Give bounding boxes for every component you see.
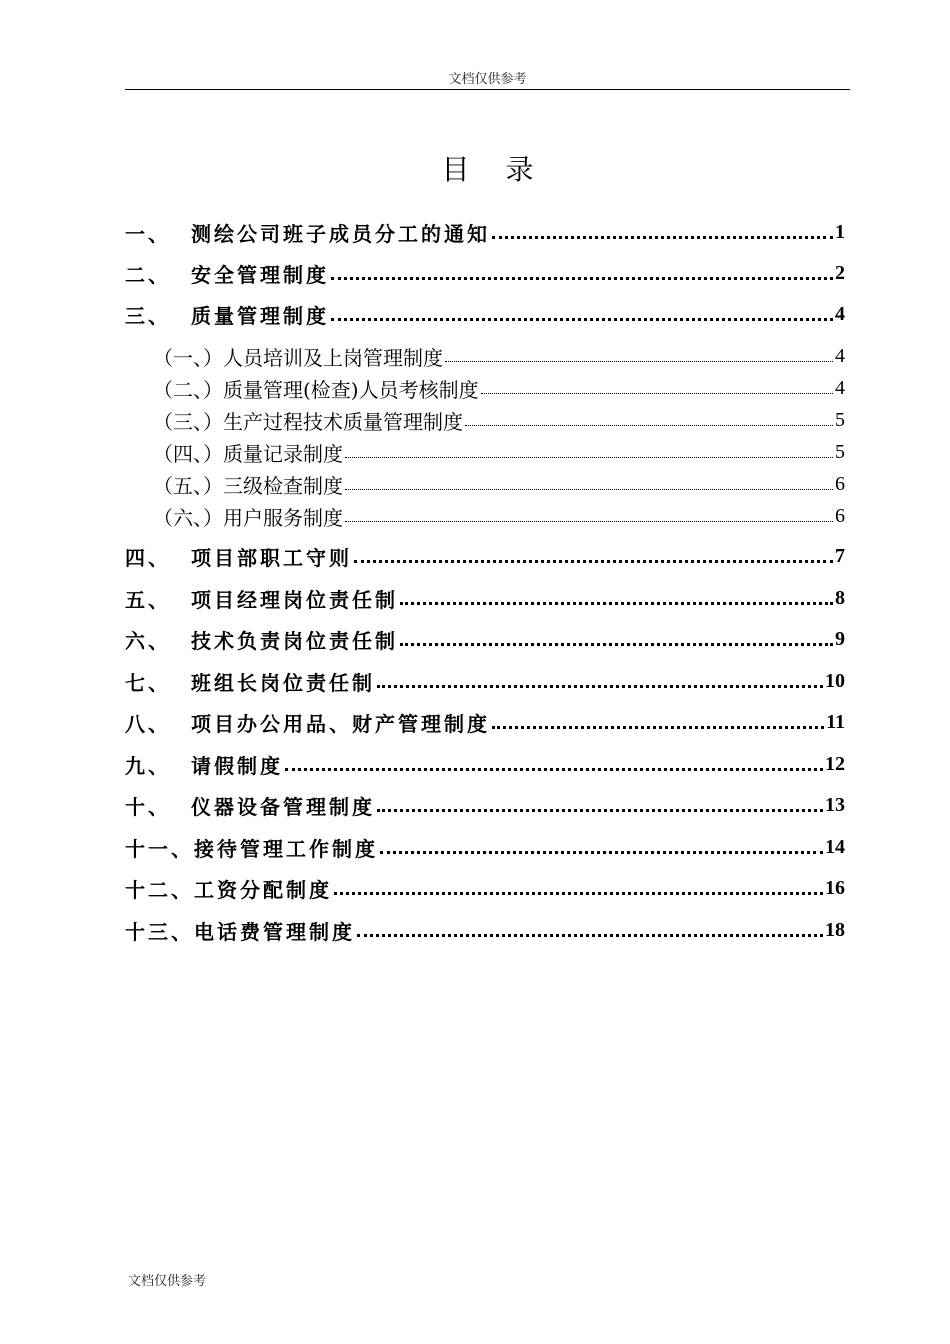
page-footer: 文档仅供参考 [128,1274,207,1289]
toc-dot-leader [334,892,823,895]
toc-entry-title: 人员培训及上岗管理制度 [223,345,443,370]
toc-entry-page: 6 [835,504,845,527]
toc-subentry[interactable] [125,342,845,370]
toc-subentry[interactable] [125,374,845,402]
toc-entry-title: 质量管理制度 [191,303,329,328]
toc-entry-title: 技术负责岗位责任制 [191,628,398,653]
toc-dot-leader [345,489,833,490]
toc-entry-page: 13 [825,793,845,816]
toc-entry-number: （四、） [153,441,223,466]
toc-entry[interactable] [125,833,845,861]
toc-entry-number: （五、） [153,473,223,498]
toc-dot-leader [345,457,833,458]
header-divider [125,89,850,90]
toc-dot-leader [377,685,823,688]
toc-dot-leader [380,851,823,854]
toc-dot-leader [377,809,823,812]
toc-dot-leader [345,521,833,522]
toc-entry-title: 班组长岗位责任制 [191,670,375,695]
toc-entry-page: 5 [835,440,845,463]
toc-entry-page: 4 [835,376,845,399]
toc-entry-number: 十三、 [125,919,194,944]
toc-entry-number: 九、 [125,753,171,778]
toc-entry-number: 八、 [125,711,171,736]
toc-entry-number: （一、） [153,345,223,370]
toc-entry-number: 一、 [125,221,171,246]
page-header: 文档仅供参考 [448,72,527,87]
toc-entry-number: 二、 [125,262,171,287]
toc-entry-page: 4 [835,344,845,367]
toc-entry-title: 接待管理工作制度 [194,836,378,861]
toc-entry-title: 电话费管理制度 [194,919,355,944]
toc-entry-title: 请假制度 [191,753,283,778]
toc-entry-title: 工资分配制度 [194,877,332,902]
toc-entry-title: 安全管理制度 [191,262,329,287]
toc-entry-page: 18 [825,918,845,941]
toc-dot-leader [357,934,823,937]
toc-entry-title: 项目办公用品、财产管理制度 [191,711,490,736]
toc-entry-number: 十、 [125,794,171,819]
toc-entry-title: 仪器设备管理制度 [191,794,375,819]
toc-entry-number: （二、） [153,377,223,402]
toc-entry-page: 11 [826,710,845,733]
toc-entry-number: 十二、 [125,877,194,902]
toc-entry-title: 质量管理(检查)人员考核制度 [223,377,479,402]
toc-entry-title: 三级检查制度 [223,473,343,498]
toc-subentry[interactable] [125,438,845,466]
toc-entry[interactable] [125,874,845,902]
toc-entry-number: 五、 [125,587,171,612]
toc-entry[interactable] [125,542,845,570]
toc-dot-leader [492,726,824,729]
toc-entry[interactable] [125,791,845,819]
toc-entry-page: 10 [825,669,845,692]
toc-entry[interactable] [125,218,845,246]
toc-entry-title: 项目经理岗位责任制 [191,587,398,612]
toc-entry[interactable] [125,259,845,287]
toc-dot-leader [445,361,833,362]
toc-entry[interactable] [125,667,845,695]
toc-dot-leader [285,768,823,771]
toc-dot-leader [400,643,833,646]
toc-dot-leader [400,602,833,605]
toc-dot-leader [354,560,833,563]
toc-entry-page: 6 [835,472,845,495]
toc-entry-number: 三、 [125,303,171,328]
toc-entry-number: 七、 [125,670,171,695]
toc-entry[interactable] [125,708,845,736]
toc-entry-title: 项目部职工守则 [191,545,352,570]
toc-dot-leader [465,425,833,426]
toc-entry-page: 8 [835,586,845,609]
toc-entry-number: 六、 [125,628,171,653]
toc-dot-leader [331,318,833,321]
toc-dot-leader [492,236,833,239]
toc-subentry[interactable] [125,406,845,434]
toc-entry[interactable] [125,625,845,653]
toc-entry-title: 生产过程技术质量管理制度 [223,409,463,434]
toc-entry-page: 5 [835,408,845,431]
toc-entry-page: 12 [825,752,845,775]
toc-dot-leader [331,277,833,280]
toc-entry-page: 2 [835,261,845,284]
toc-entry[interactable] [125,584,845,612]
toc-entry[interactable] [125,750,845,778]
toc-entry-title: 质量记录制度 [223,441,343,466]
toc-entry-page: 1 [835,220,845,243]
toc-dot-leader [481,393,833,394]
toc-entry-number: 四、 [125,545,171,570]
toc-entry-page: 7 [835,544,845,567]
toc-title: 目录 [441,153,570,186]
toc-entry[interactable] [125,300,845,328]
toc-entry-number: 十一、 [125,836,194,861]
toc-entry-number: （三、） [153,409,223,434]
toc-entry-page: 9 [835,627,845,650]
toc-entry-title: 测绘公司班子成员分工的通知 [191,221,490,246]
toc-entry-page: 16 [825,876,845,899]
toc-entry-page: 4 [835,302,845,325]
toc-entry-number: （六、） [153,505,223,530]
toc-subentry[interactable] [125,502,845,530]
toc-entry[interactable] [125,916,845,944]
toc-entry-page: 14 [825,835,845,858]
toc-subentry[interactable] [125,470,845,498]
toc-entry-title: 用户服务制度 [223,505,343,530]
